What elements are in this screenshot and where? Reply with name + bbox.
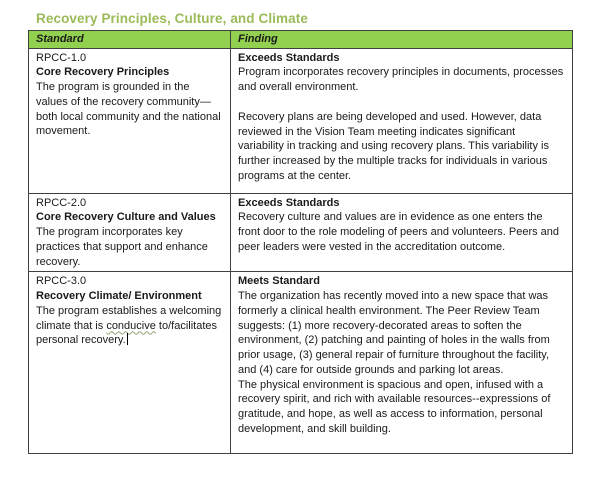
table-row bbox=[29, 48, 573, 193]
finding-paragraph: Program incorporates recovery principles in documents, processes and overall environment. bbox=[238, 66, 564, 94]
standard-description bbox=[36, 304, 222, 348]
column-header-standard: Standard bbox=[29, 31, 231, 49]
table-row bbox=[29, 193, 573, 272]
standard-cell-rpcc-2[interactable] bbox=[29, 193, 231, 272]
text-cursor bbox=[127, 333, 128, 345]
table-header-row bbox=[29, 31, 573, 49]
standard-id: RPCC-2.0 bbox=[36, 196, 87, 209]
finding-paragraph: The physical environment is spacious and open, infused with a recovery spirit, and rich with available resources--expressions of gratitude, and hope, as well as access to information, personal development, and skill building. bbox=[238, 378, 551, 435]
page-title: Recovery Principles, Culture, and Climate bbox=[36, 11, 308, 26]
misspelled-word: conducive bbox=[106, 319, 156, 332]
standard-id: RPCC-1.0 bbox=[36, 51, 87, 64]
finding-paragraph: Recovery culture and values are in evidence as one enters the front door to the role modeling of peers and volunteers. Peers and peer leaders were vested in the accreditation outcome. bbox=[238, 211, 560, 253]
standard-id: RPCC-3.0 bbox=[36, 275, 87, 288]
column-header-finding: Finding bbox=[231, 31, 573, 49]
finding-rating: Exceeds Standards bbox=[238, 196, 340, 209]
finding-cell-rpcc-3[interactable] bbox=[231, 272, 573, 454]
finding-cell-rpcc-2[interactable] bbox=[231, 193, 573, 272]
standard-cell-rpcc-3[interactable] bbox=[29, 272, 231, 454]
finding-rating: Exceeds Standards bbox=[238, 51, 340, 64]
finding-paragraph: The organization has recently moved into a new space that was formerly a clinical health environment. The Peer Review Team suggests: (1) more recovery-decorated areas to soften the environment, (2) patching and painting of holes in the walls from prior usage, (3) general repair of furniture throughout the facility, and (4) care for outside grounds and parking lot areas. bbox=[238, 290, 550, 376]
standard-description: The program is grounded in the values of the recovery community—both local community and the national movement. bbox=[36, 81, 221, 138]
standard-title: Core Recovery Culture and Values bbox=[36, 211, 216, 224]
finding-cell-rpcc-1[interactable] bbox=[231, 48, 573, 193]
standard-title: Recovery Climate/ Environment bbox=[36, 290, 202, 303]
standard-cell-rpcc-1[interactable] bbox=[29, 48, 231, 193]
standard-description: The program incorporates key practices that support and enhance recovery. bbox=[36, 226, 208, 268]
table-row bbox=[29, 272, 573, 454]
finding-rating: Meets Standard bbox=[238, 275, 320, 288]
finding-paragraph: Recovery plans are being developed and used. However, data reviewed in the Vision Team meeting indicates significant variability in tracking and using recovery plans. This variability is further increased by the multiple tracks for individuals in various programs at the center. bbox=[238, 110, 549, 182]
standard-description-text: to/facilitates personal recovery. bbox=[36, 319, 217, 347]
standard-description-text: The program establishes a welcoming climate that is bbox=[36, 304, 222, 332]
standard-title: Core Recovery Principles bbox=[36, 66, 170, 79]
findings-table bbox=[28, 30, 573, 454]
